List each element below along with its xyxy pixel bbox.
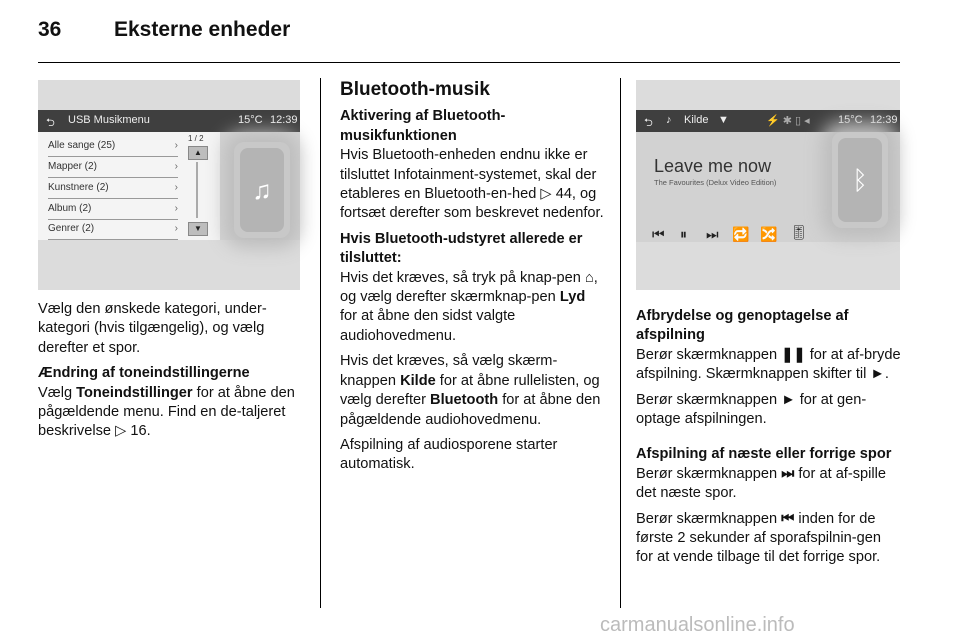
play-icon: ►	[870, 366, 885, 383]
paragraph: Hvis Bluetooth-enheden endnu ikke er tilsluttet Infotainment-systemet, skal der etableres en Bluetooth-en-hed ▷ 44, og fortsæt derefter som beskrevet nedenfor.	[340, 147, 604, 222]
bluetooth-device-graphic	[832, 132, 888, 228]
shuffle-icon[interactable]: 🔀	[760, 226, 778, 242]
paragraph: Hvis det kræves, så vælg skærm-knappen Kilde for at åbne rullelisten, og vælg derefter Bluetooth for at åbne den pågældende audiohovedmenu.	[340, 353, 601, 428]
music-device-graphic	[234, 142, 290, 238]
previous-track-icon: ⏮	[781, 510, 795, 527]
music-note-icon: ♫	[240, 148, 284, 232]
scroll-down-button[interactable]: ▼	[188, 222, 208, 236]
subheading: Afspilning af næste eller forrige spor	[636, 446, 892, 463]
next-track-icon: ⏭	[781, 465, 795, 482]
list-item[interactable]: Kunstnere (2) ›	[48, 178, 178, 199]
header-divider	[38, 62, 900, 63]
screen-title: USB Musikmenu	[68, 114, 150, 126]
status-icons: ⚡ ✱ ▯ ◂	[766, 115, 810, 127]
reference-arrow-icon: ▷	[540, 186, 552, 203]
page-title: Eksterne enheder	[114, 18, 291, 41]
scrollbar[interactable]	[196, 162, 198, 218]
repeat-icon[interactable]: 🔁	[732, 226, 750, 242]
column-divider-2	[620, 78, 621, 608]
home-icon: ⌂	[584, 269, 594, 286]
track-title: Leave me now	[654, 156, 772, 176]
list-item[interactable]: Album (2) ›	[48, 199, 178, 220]
music-icon: ♪	[666, 114, 672, 126]
subheading: Ændring af toneindstillingerne	[38, 365, 250, 382]
subheading: Aktivering af Bluetooth-musikfunktionen	[340, 108, 506, 144]
bluetooth-screenshot	[636, 80, 900, 290]
subheading: Hvis Bluetooth-udstyret allerede er tilsluttet:	[340, 230, 583, 267]
paragraph: Berør skærmknappen ⏭ for at af-spille det næste spor.	[636, 465, 886, 502]
back-icon[interactable]: ⮌	[644, 117, 653, 129]
equalizer-icon[interactable]: 🎚	[790, 224, 808, 240]
list-item[interactable]: Alle sange (25) ›	[48, 136, 178, 157]
clock: 12:39	[870, 114, 898, 126]
screen-title-bar	[38, 110, 300, 132]
paragraph: Afspilning af audiosporene starter automatisk.	[340, 436, 558, 473]
track-subtitle: The Favourites (Delux Video Edition)	[654, 178, 777, 187]
section-title: Bluetooth-musik	[340, 79, 490, 100]
reference-arrow-icon: ▷	[115, 423, 127, 440]
paragraph: Berør skærmknappen ⏮ inden for de første 2 sekunder af sporafspilnin-gen for at vende tilbage til det forrige spor.	[636, 510, 881, 566]
usb-menu-screenshot	[38, 80, 300, 290]
pause-icon: ❚❚	[781, 346, 806, 363]
list-item[interactable]: Genrer (2) ›	[48, 219, 178, 240]
column-divider-1	[320, 78, 321, 608]
screen-title-bar	[636, 110, 900, 132]
page-indicator: 1 / 2	[188, 134, 204, 143]
previous-track-icon[interactable]: ⏮	[652, 226, 665, 242]
subheading: Afbrydelse og genoptagelse af afspilning	[636, 308, 849, 344]
paragraph: Berør skærmknappen ❚❚ for at af-bryde afspilning. Skærmknappen skifter til ►.	[636, 346, 901, 383]
play-icon: ►	[781, 391, 796, 408]
paragraph: Berør skærmknappen ► for at gen-optage afspilningen.	[636, 391, 867, 428]
chevron-down-icon[interactable]: ▼	[718, 114, 729, 126]
clock: 12:39	[270, 114, 298, 126]
scroll-up-button[interactable]: ▲	[188, 146, 208, 160]
back-icon[interactable]: ⮌	[46, 117, 55, 129]
watermark: carmanualsonline.info	[600, 614, 795, 636]
paragraph: Hvis det kræves, så tryk på knap-pen ⌂, og vælg derefter skærmknap-pen Lyd for at åbne den sidst valgte audiohovedmenu.	[340, 269, 598, 344]
temperature: 15°C	[238, 114, 263, 126]
source-dropdown[interactable]: Kilde	[684, 114, 709, 126]
pause-icon[interactable]: ⏸	[680, 226, 687, 242]
next-track-icon[interactable]: ⏭	[706, 226, 719, 242]
paragraph: Vælg den ønskede kategori, under-kategori (hvis tilgængelig), og vælg derefter et spor.	[38, 301, 267, 356]
page-number: 36	[38, 18, 62, 41]
list-item[interactable]: Mapper (2) ›	[48, 157, 178, 178]
bluetooth-icon: ᛒ	[838, 138, 882, 222]
paragraph: Vælg Toneindstillinger for at åbne den pågældende menu. Find en de-taljeret beskrivelse ▷ 16.	[38, 384, 295, 440]
temperature: 15°C	[838, 114, 863, 126]
